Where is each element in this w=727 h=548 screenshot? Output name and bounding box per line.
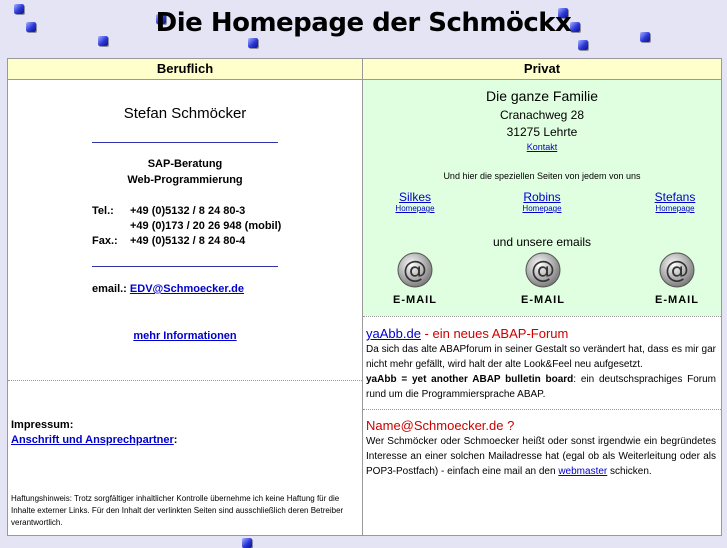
member-homepage-link[interactable]: Homepage xyxy=(522,204,562,213)
contact-value: +49 (0)5132 / 8 24 80-4 xyxy=(130,235,246,247)
impressum-link[interactable]: Anschrift und Ansprechpartner xyxy=(11,434,174,446)
email-icon-stefan[interactable] xyxy=(646,252,708,304)
beruflich-column xyxy=(8,80,363,535)
member-robin xyxy=(510,190,574,213)
contact-value: +49 (0)5132 / 8 24 80-3 xyxy=(130,205,246,217)
member-homepage-link[interactable]: Homepage xyxy=(655,204,695,213)
svg-text:@: @ xyxy=(403,256,427,284)
at-sign-icon xyxy=(646,252,708,288)
service-item: Web-Programmierung xyxy=(127,174,243,186)
impressum-colon: : xyxy=(173,434,178,446)
family-street: Cranachweg 28 xyxy=(499,108,585,122)
contact-label: Fax.: xyxy=(92,235,118,247)
kontakt-link[interactable]: Kontakt xyxy=(526,142,558,152)
email-row xyxy=(92,283,244,295)
svg-text:@: @ xyxy=(531,256,555,284)
member-link[interactable]: Silkes xyxy=(398,190,431,204)
contact-row xyxy=(92,220,281,232)
email-link[interactable]: EDV@Schmoecker.de xyxy=(129,283,244,295)
email-icon-robin[interactable] xyxy=(512,252,574,304)
mail-label: E-MAIL xyxy=(655,294,699,306)
contact-value: +49 (0)173 / 20 26 948 (mobil) xyxy=(130,220,282,232)
main-table xyxy=(7,58,722,536)
name-section xyxy=(366,418,716,479)
forum-heading xyxy=(366,326,716,342)
person-name: Stefan Schmöcker xyxy=(123,105,247,122)
privat-column xyxy=(363,80,721,535)
impressum-row xyxy=(11,434,177,446)
decor-cube xyxy=(242,538,252,548)
at-sign-icon xyxy=(384,252,446,288)
emails-label: und unsere emails xyxy=(492,235,592,249)
divider xyxy=(92,266,278,267)
divider xyxy=(8,380,362,381)
email-icon-silke[interactable] xyxy=(384,252,446,304)
contact-row xyxy=(92,235,245,247)
forum-text-2 xyxy=(366,372,716,402)
email-label: email.: xyxy=(92,283,127,295)
mail-label: E-MAIL xyxy=(393,294,437,306)
decor-cube xyxy=(578,40,588,50)
forum-description: : ein deutschsprachiges Forum rund um die Programmiersprache ABAP. xyxy=(366,374,716,400)
kontakt-wrap xyxy=(363,142,721,152)
divider xyxy=(363,409,721,410)
decor-cube xyxy=(248,38,258,48)
webmaster-link[interactable]: webmaster xyxy=(558,466,608,477)
forum-section xyxy=(366,326,716,402)
member-link[interactable]: Stefans xyxy=(654,190,696,204)
divider xyxy=(363,316,721,317)
family-section xyxy=(363,80,721,316)
name-text: Wer Schmöcker oder Schmoecker heißt oder sonst irgendwie ein begründetes Interesse an einer solchen Mailadresse hat (egal ob als Weiterleitung oder als POP3-Postfach) - einfach eine mail an den xyxy=(366,436,716,477)
member-link[interactable]: Robins xyxy=(523,190,561,204)
forum-title: - ein neues ABAP-Forum xyxy=(420,326,569,341)
header-privat: Privat xyxy=(363,59,721,80)
service-item: SAP-Beratung xyxy=(147,158,223,170)
page-title: Die Homepage der Schmöckx xyxy=(155,8,572,38)
contact-label: Tel.: xyxy=(92,205,114,217)
members-intro: Und hier die speziellen Seiten von jedem von uns xyxy=(443,171,641,181)
member-homepage-link[interactable]: Homepage xyxy=(395,204,435,213)
forum-acronym: yaAbb = yet another ABAP bulletin board xyxy=(366,374,574,385)
haftung-text: Haftungshinweis: Trotz sorgfältiger inhaltlicher Kontrolle übernehme ich keine Haftung für die Inhalte externer Links. Für den Inhalt der verlinkten Seiten sind ausschließlich deren Betreiber verantwortlich. xyxy=(11,494,344,527)
member-stefan xyxy=(643,190,707,213)
impressum-label: Impressum: xyxy=(11,419,74,431)
header-beruflich: Beruflich xyxy=(8,59,363,80)
at-sign-icon xyxy=(512,252,574,288)
more-info-wrap xyxy=(8,330,362,342)
schicken-text: schicken. xyxy=(610,466,652,477)
family-title: Die ganze Familie xyxy=(485,88,599,104)
svg-text:@: @ xyxy=(665,256,689,284)
family-city: 31275 Lehrte xyxy=(506,125,578,139)
name-title: Name@Schmoecker.de ? xyxy=(366,418,515,433)
name-text-wrap xyxy=(366,434,716,479)
forum-text: Da sich das alte ABAPforum in seiner Gestalt so verändert hat, dass es mir gar nicht mehr gefällt, wird halt der alte Look&Feel neu aufgesetzt. xyxy=(366,344,716,370)
forum-link[interactable]: yaAbb.de xyxy=(366,326,421,341)
mail-label: E-MAIL xyxy=(521,294,565,306)
more-info-link[interactable]: mehr Informationen xyxy=(133,330,237,342)
member-silke xyxy=(383,190,447,213)
contact-row xyxy=(92,205,245,217)
divider xyxy=(92,142,278,143)
